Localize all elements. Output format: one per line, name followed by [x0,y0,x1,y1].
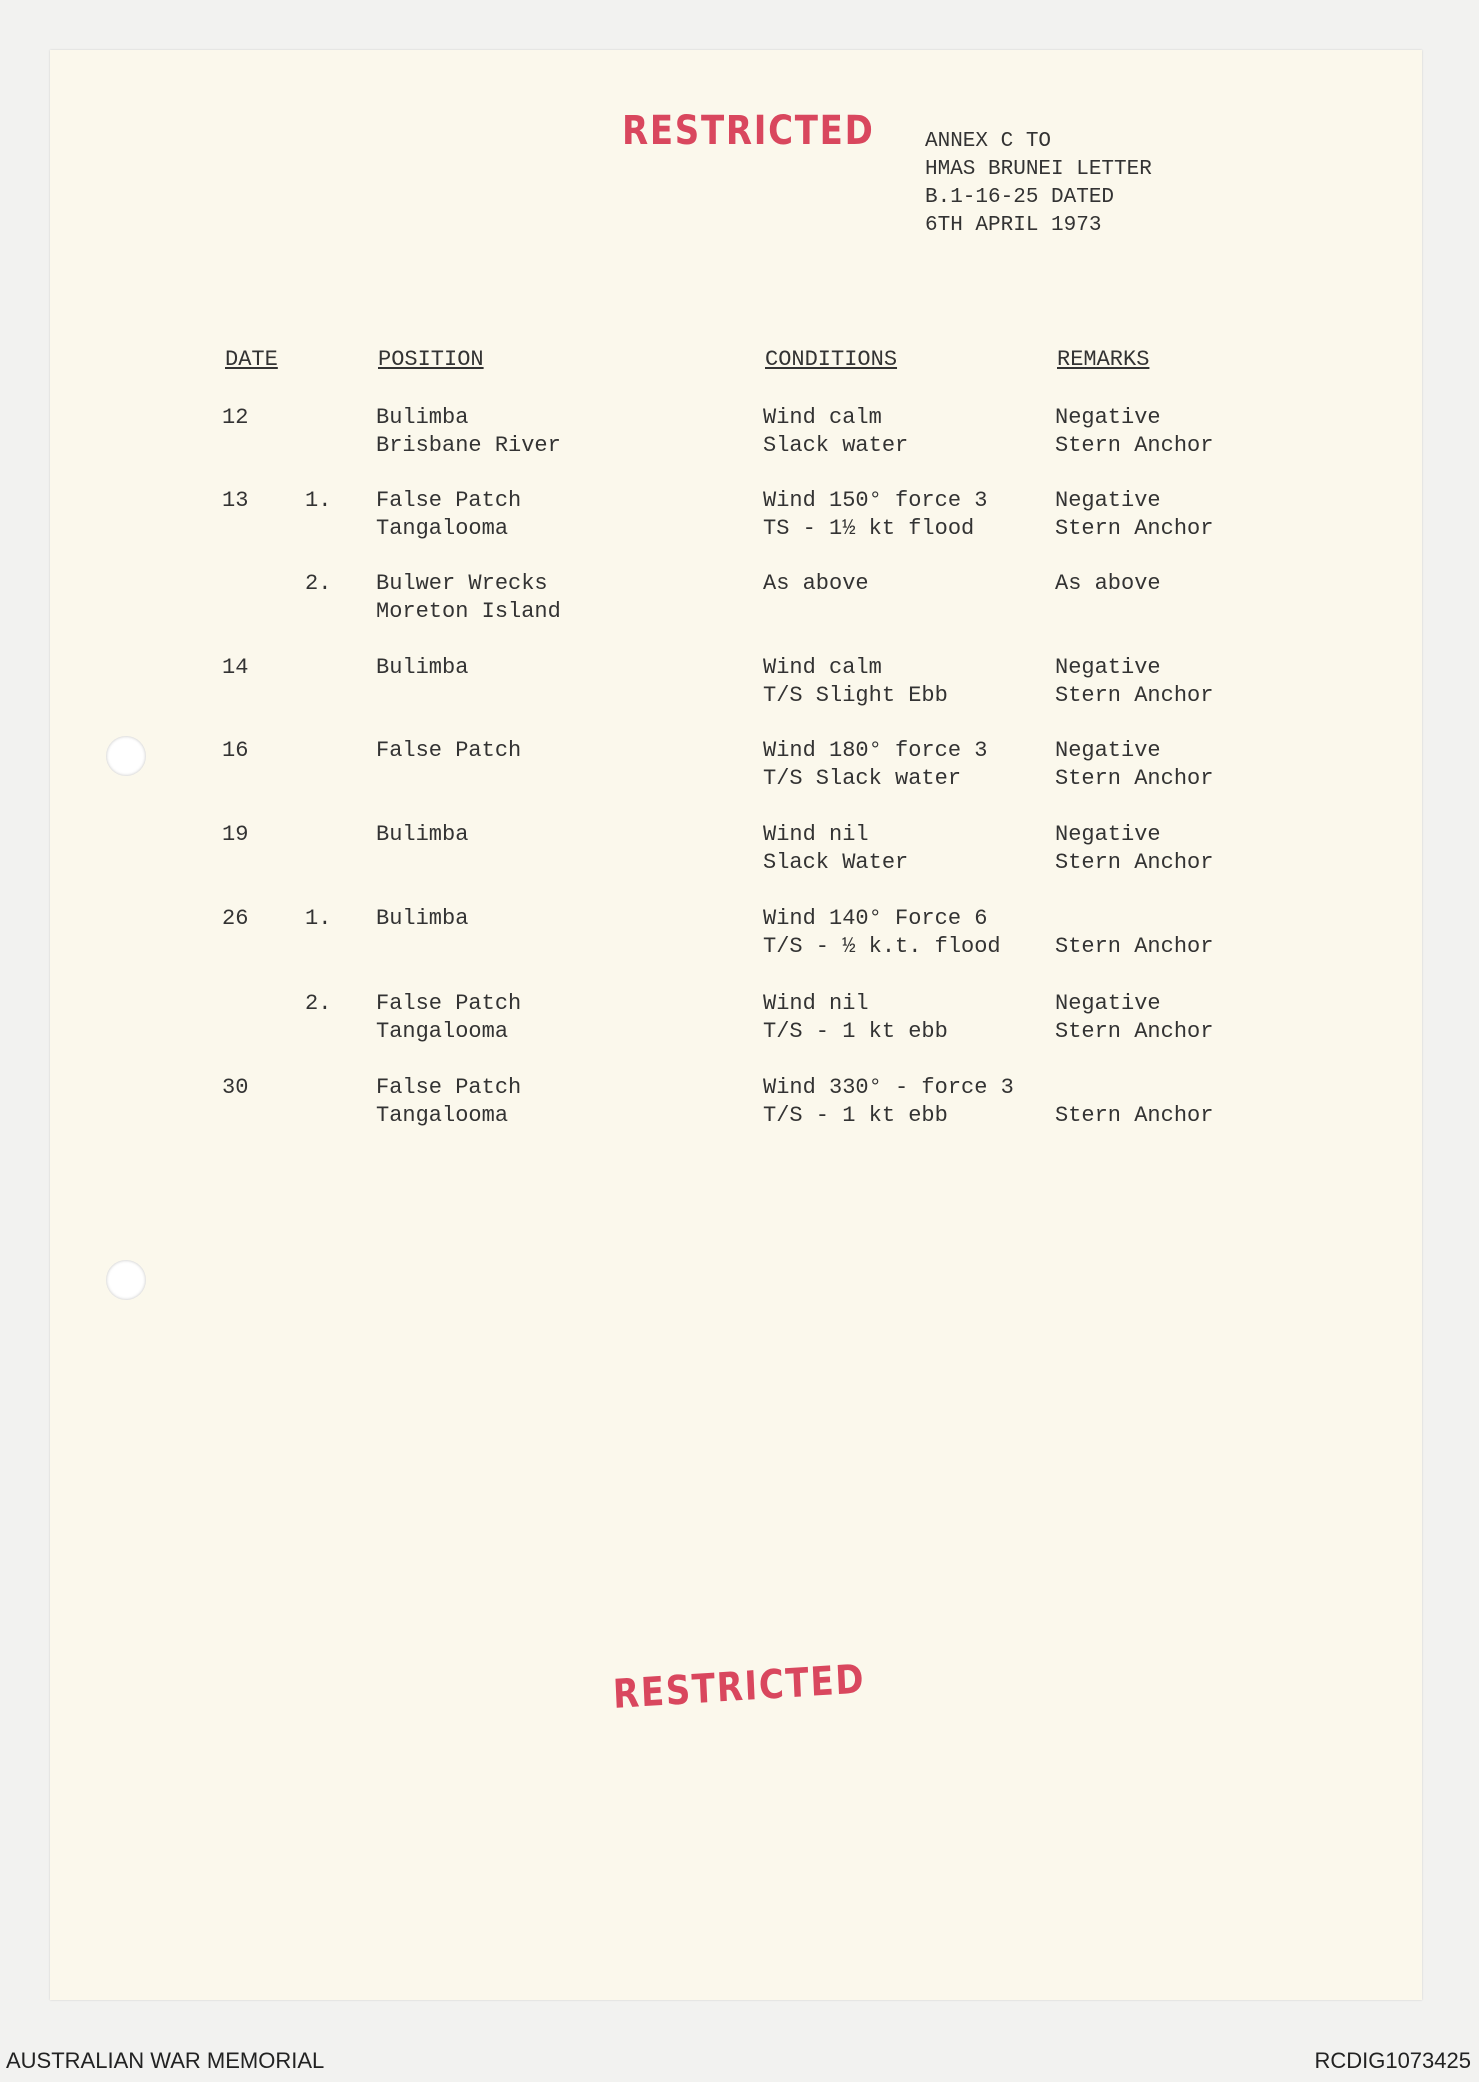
row-position-line-2: Brisbane River [376,433,561,458]
row-number: 1. [305,906,332,931]
row-position-line-2: Tangalooma [376,1103,509,1128]
row-position-line-1: Bulimba [376,405,469,430]
row-conditions-line-2: T/S - ½ k.t. flood [763,934,1001,959]
row-remarks-line-1: Negative [1055,822,1161,847]
row-conditions-line-1: Wind nil [763,991,869,1016]
row-remarks-line-2: Stern Anchor [1055,683,1214,708]
footer-right: RCDIG1073425 [1314,2048,1471,2073]
row-conditions-line-1: Wind 140° Force 6 [763,906,988,931]
row-remarks-line-2: Stern Anchor [1055,850,1214,875]
row-date: 14 [222,655,249,680]
row-number: 1. [305,488,332,513]
row-conditions-line-2: TS - 1½ kt flood [763,516,975,541]
row-position-line-1: False Patch [376,488,522,513]
row-number: 2. [305,991,332,1016]
annex-line: 6TH APRIL 1973 [925,214,1102,237]
row-date: 26 [222,906,249,931]
annex-line: B.1-16-25 DATED [925,186,1115,209]
row-conditions-line-2: T/S - 1 kt ebb [763,1019,948,1044]
row-remarks-line-1: Negative [1055,738,1161,763]
annex-line: ANNEX C TO [925,130,1052,153]
row-remarks-line-2: Stern Anchor [1055,1019,1214,1044]
header-position: POSITION [378,347,484,372]
row-conditions-line-1: Wind 180° force 3 [763,738,988,763]
footer-left: AUSTRALIAN WAR MEMORIAL [6,2048,325,2073]
row-date: 16 [222,738,249,763]
header-remarks: REMARKS [1057,347,1150,372]
row-conditions-line-1: Wind 330° - force 3 [763,1075,1014,1100]
row-date: 30 [222,1075,249,1100]
row-position-line-1: Bulwer Wrecks [376,571,548,596]
header-date: DATE [225,347,278,372]
row-remarks-line-2: Stern Anchor [1055,433,1214,458]
row-position-line-2: Tangalooma [376,1019,509,1044]
annex-reference [925,128,1152,240]
row-remarks-line-1: Negative [1055,655,1161,680]
row-remarks-line-2: Stern Anchor [1055,1103,1214,1128]
row-conditions-line-1: Wind calm [763,405,882,430]
row-position-line-1: Bulimba [376,906,469,931]
row-remarks-line-1: Negative [1055,991,1161,1016]
row-date: 19 [222,822,249,847]
row-number: 2. [305,571,332,596]
row-position-line-1: Bulimba [376,655,469,680]
row-conditions-line-2: Slack Water [763,850,909,875]
row-conditions-line-1: As above [763,571,869,596]
row-position-line-2: Tangalooma [376,516,509,541]
punch-hole-top [106,736,146,776]
punch-hole-bottom [106,1260,146,1300]
row-remarks-line-2: Stern Anchor [1055,766,1214,791]
restricted-stamp-top: RESTRICTED [622,108,875,154]
row-conditions-line-1: Wind nil [763,822,869,847]
row-position-line-1: False Patch [376,991,522,1016]
row-conditions-line-2: Slack water [763,433,909,458]
row-date: 13 [222,488,249,513]
row-position-line-1: False Patch [376,1075,522,1100]
header-conditions: CONDITIONS [765,347,898,372]
row-remarks-line-2: Stern Anchor [1055,516,1214,541]
annex-line: HMAS BRUNEI LETTER [925,158,1152,181]
row-date: 12 [222,405,249,430]
row-conditions-line-2: T/S Slack water [763,766,962,791]
row-conditions-line-2: T/S - 1 kt ebb [763,1103,948,1128]
row-remarks-line-1: As above [1055,571,1161,596]
row-position-line-2: Moreton Island [376,599,561,624]
row-position-line-1: False Patch [376,738,522,763]
row-remarks-line-2: Stern Anchor [1055,934,1214,959]
row-conditions-line-1: Wind 150° force 3 [763,488,988,513]
row-remarks-line-1: Negative [1055,405,1161,430]
row-conditions-line-2: T/S Slight Ebb [763,683,948,708]
row-conditions-line-1: Wind calm [763,655,882,680]
row-position-line-1: Bulimba [376,822,469,847]
restricted-stamp-bottom: RESTRICTED [612,1656,867,1718]
row-remarks-line-1: Negative [1055,488,1161,513]
